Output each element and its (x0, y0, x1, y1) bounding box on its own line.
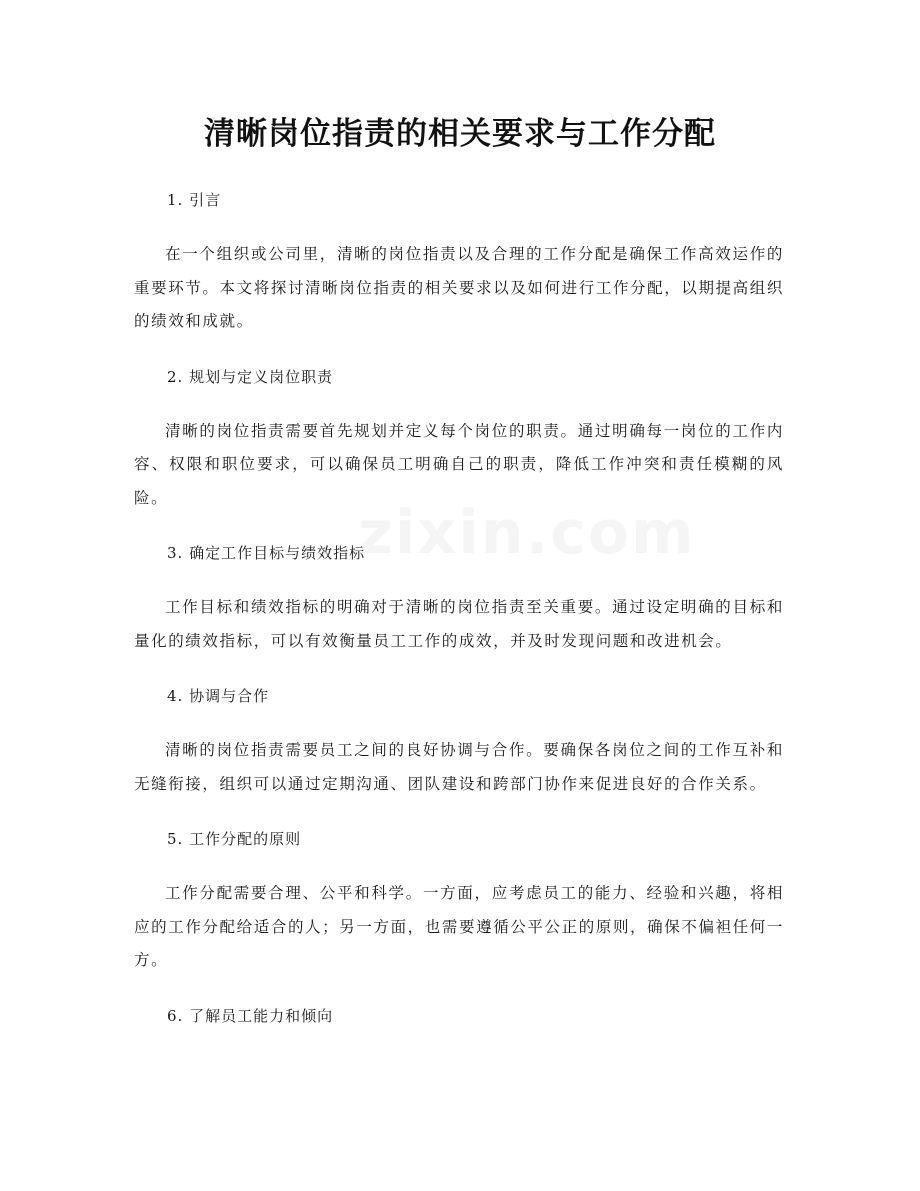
document-title: 清晰岗位指责的相关要求与工作分配 (204, 116, 716, 152)
section-heading-6: 6. 了解员工能力和倾向 (167, 1006, 334, 1025)
section-paragraph-1: 在一个组织或公司里，清晰的岗位指责以及合理的工作分配是确保工作高效运作的重要环节。本文将探讨清晰岗位指责的相关要求以及如何进行工作分配，以期提高组织的绩效和成就。 (134, 245, 784, 330)
section-heading-3: 3. 确定工作目标与绩效指标 (167, 544, 366, 562)
section-heading-4: 4. 协调与合作 (167, 687, 270, 705)
section-paragraph-2: 清晰的岗位指责需要首先规划并定义每个岗位的职责。通过明确每一岗位的工作内容、权限和职位要求，可以确保员工明确自己的职责，降低工作冲突和责任模糊的风险。 (134, 421, 784, 507)
section-heading-1: 1. 引言 (167, 191, 222, 209)
section-heading-2: 2. 规划与定义岗位职责 (167, 367, 334, 386)
watermark: zixin.com (358, 498, 696, 568)
section-paragraph-3: 工作目标和绩效指标的明确对于清晰的岗位指责至关重要。通过设定明确的目标和量化的绩效指标，可以有效衡量员工工作的成效，并及时发现问题和改进机会。 (134, 598, 784, 650)
section-heading-5: 5. 工作分配的原则 (167, 830, 302, 848)
section-paragraph-4: 清晰的岗位指责需要员工之间的良好协调与合作。要确保各岗位之间的工作互补和无缝衔接，组织可以通过定期沟通、团队建设和跨部门协作来促进良好的合作关系。 (134, 741, 784, 793)
document-body (134, 186, 787, 1054)
section-paragraph-5: 工作分配需要合理、公平和科学。一方面，应考虑员工的能力、经验和兴趣，将相应的工作分配给适合的人；另一方面，也需要遵循公平公正的原则，确保不偏袒任何一方。 (134, 884, 784, 969)
